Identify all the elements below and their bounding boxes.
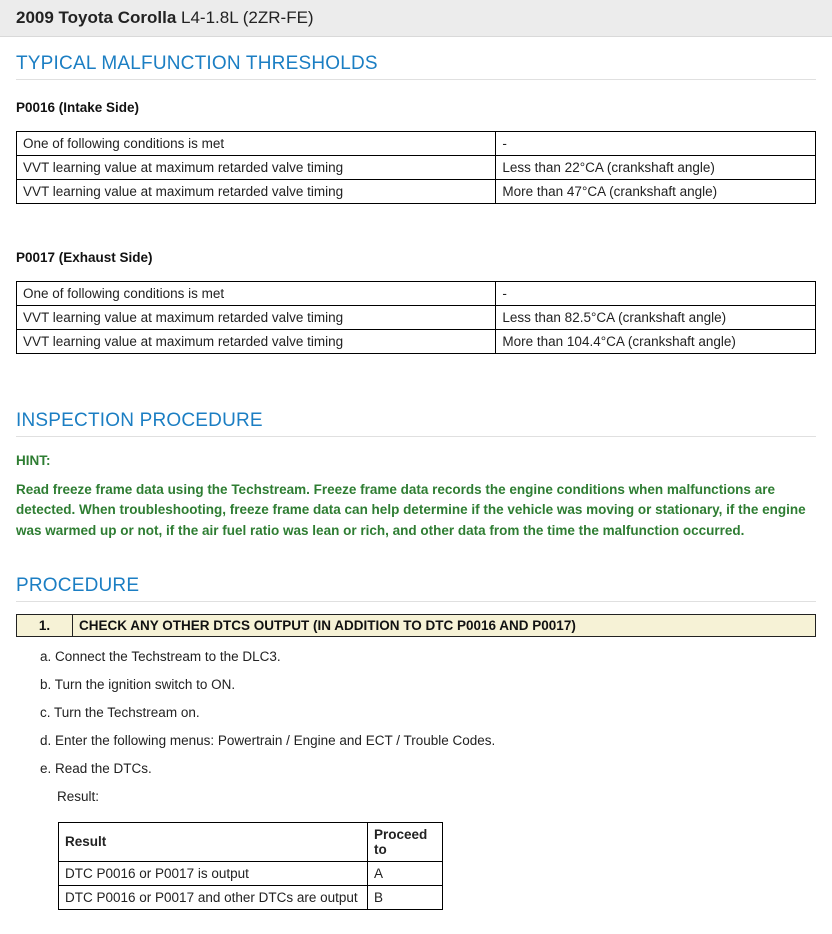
table-row xyxy=(17,330,816,354)
table-cell-condition: VVT learning value at maximum retarded valve timing xyxy=(17,330,496,354)
table-cell-result: DTC P0016 or P0017 is output xyxy=(59,861,368,885)
section-divider xyxy=(16,79,816,80)
table-cell-condition: VVT learning value at maximum retarded valve timing xyxy=(17,180,496,204)
section-title-procedure: PROCEDURE xyxy=(16,574,140,596)
section-divider xyxy=(16,601,816,602)
substep-e: e. Read the DTCs. xyxy=(40,760,152,776)
substep-a: a. Connect the Techstream to the DLC3. xyxy=(40,648,281,664)
vehicle-header-bar xyxy=(0,0,832,37)
procedure-step-header xyxy=(16,614,816,637)
substep-d: d. Enter the following menus: Powertrain / Engine and ECT / Trouble Codes. xyxy=(40,732,496,748)
table-header-result: Result xyxy=(59,822,368,861)
table-header-proceed: Proceed to xyxy=(368,822,443,861)
table-cell-value: - xyxy=(496,282,816,306)
document-content xyxy=(0,53,832,934)
result-table xyxy=(58,822,443,910)
section-title-thresholds: TYPICAL MALFUNCTION THRESHOLDS xyxy=(16,53,378,74)
subheading-p0016: P0016 (Intake Side) xyxy=(16,100,140,115)
subheading-p0017: P0017 (Exhaust Side) xyxy=(16,250,153,265)
table-cell-proceed: B xyxy=(368,885,443,909)
table-row xyxy=(17,180,816,204)
hint-text: Read freeze frame data using the Techstream. Freeze frame data records the engine conditions when malfunctions are detected. When troubleshooting, freeze frame data can help determine if the vehicle was moving or stationary, if the engine was warmed up or not, if the air fuel ratio was lean or rich, and other data from the time the malfunction occurred. xyxy=(16,482,806,538)
table-cell-condition: VVT learning value at maximum retarded valve timing xyxy=(17,306,496,330)
table-header-row xyxy=(59,822,443,861)
step-number: 1. xyxy=(17,615,73,636)
table-row xyxy=(17,132,816,156)
table-cell-condition: VVT learning value at maximum retarded valve timing xyxy=(17,156,496,180)
table-row xyxy=(17,282,816,306)
table-cell-value: More than 104.4°CA (crankshaft angle) xyxy=(496,330,816,354)
result-label: Result: xyxy=(57,788,100,804)
table-cell-value: More than 47°CA (crankshaft angle) xyxy=(496,180,816,204)
hint-label: HINT: xyxy=(16,453,51,468)
table-cell-value: Less than 82.5°CA (crankshaft angle) xyxy=(496,306,816,330)
table-cell-value: - xyxy=(496,132,816,156)
table-cell-proceed: A xyxy=(368,861,443,885)
p0016-threshold-table xyxy=(16,131,816,204)
section-divider xyxy=(16,436,816,437)
table-cell-condition: One of following conditions is met xyxy=(17,132,496,156)
table-row xyxy=(17,156,816,180)
step-title: CHECK ANY OTHER DTCS OUTPUT (IN ADDITION TO DTC P0016 AND P0017) xyxy=(79,617,576,633)
substep-list xyxy=(40,649,816,776)
table-cell-condition: One of following conditions is met xyxy=(17,282,496,306)
substep-b: b. Turn the ignition switch to ON. xyxy=(40,676,236,692)
table-cell-value: Less than 22°CA (crankshaft angle) xyxy=(496,156,816,180)
p0017-threshold-table xyxy=(16,281,816,354)
table-row xyxy=(59,861,443,885)
vehicle-subtitle: L4-1.8L (2ZR-FE) xyxy=(176,8,314,27)
section-title-inspection: INSPECTION PROCEDURE xyxy=(16,410,263,431)
substep-c: c. Turn the Techstream on. xyxy=(40,704,200,720)
vehicle-title: 2009 Toyota Corolla xyxy=(16,8,177,27)
table-row xyxy=(59,885,443,909)
table-row xyxy=(17,306,816,330)
table-cell-result: DTC P0016 or P0017 and other DTCs are output xyxy=(59,885,368,909)
